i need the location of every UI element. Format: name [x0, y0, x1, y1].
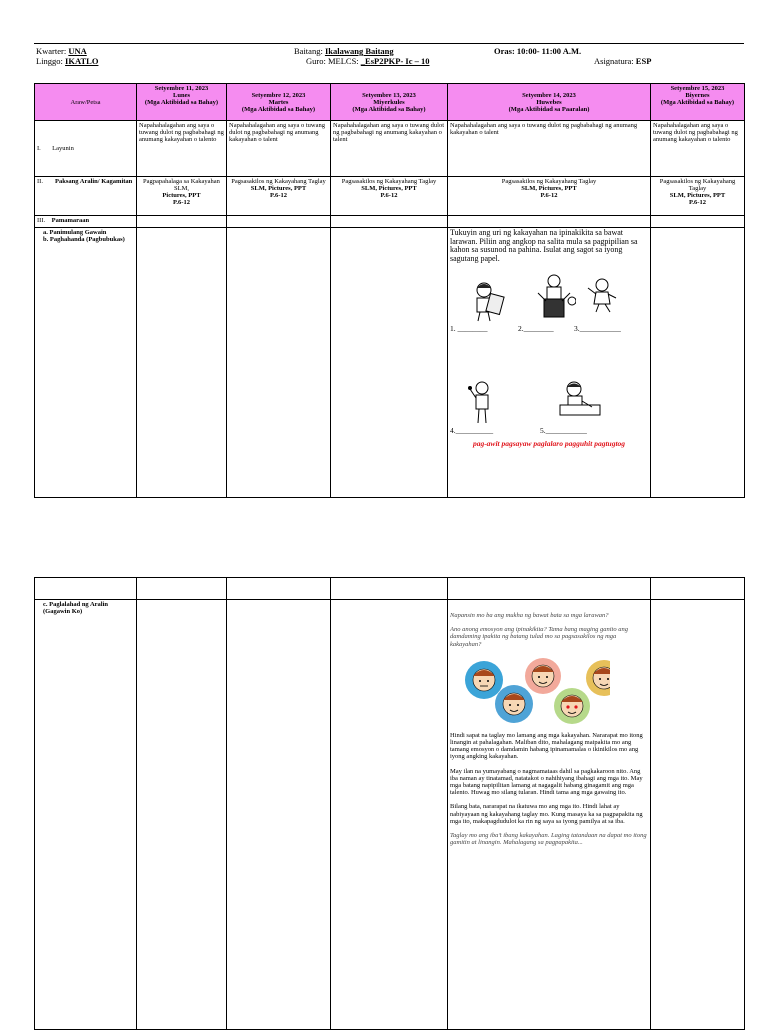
paragraph-4: Taglay mo ang iba’t ibang kakayahan. Laging tatandaan na dapat mo itong gamitin at linangin. Mahalagang sa pagpapakita...: [450, 832, 647, 847]
panimula-row: [35, 228, 745, 498]
linggo-value: IKATLO: [65, 56, 99, 66]
blank-1: 1. ________: [450, 324, 488, 333]
layunin-friday: Napahahalagahan ang saya o tuwang dulot ng pagbabahagi ng anumang kakayahan o talento: [651, 121, 745, 177]
day-header-thursday: Setyembre 14, 2023 Huwebes (Mga Aktibidad sa Paaralan): [448, 84, 651, 121]
paksa-row: [35, 177, 745, 216]
baitang-line: Baitang: Ikalawang Baitang: [294, 46, 394, 56]
paksa-wednesday: Pagsasakilos ng Kakayahang Taglay SLM, Pictures, PPT P.6-12: [331, 177, 448, 216]
question-1: Napansin mo ba ang mukha ng bawat bata sa mga larawan?: [450, 612, 609, 619]
linggo-line: Linggo: IKATLO: [36, 56, 99, 66]
kwarter-value: UNA: [68, 46, 87, 56]
child-drawing-icon: [556, 381, 604, 421]
blank-2: 2.________: [518, 324, 554, 333]
panimula-label: a. Panimulang Gawain b. Paghahanda (Pagbubukas): [35, 228, 137, 498]
layunin-wednesday: Napahahalagahan ang saya o tuwang dulot ng pagbabahagi ng anumang kakayahan o talent: [331, 121, 448, 177]
top-rule: [34, 43, 744, 44]
baitang-value: Ikalawang Baitang: [324, 46, 394, 56]
paksa-monday: Pagpapahalaga sa Kakayahan SLM, Pictures, PPT P.6-12: [137, 177, 227, 216]
layunin-monday: Napahahalagahan ang saya o tuwang dulot ng pagbabahagi ng anumang kakayahan o talento: [137, 121, 227, 177]
guro-melcs-line: Guro: MELCS: _EsP2PKP- Ic – 10: [306, 56, 430, 66]
lesson-plan-table-1: [34, 83, 745, 498]
answer-choices: pag-awit pagsayaw paglalaro pagguhit pagtugtog: [472, 439, 626, 448]
thursday-lesson: [448, 600, 651, 1030]
child-drumming-icon: [532, 273, 576, 323]
pamamaraan-label: III. Pamamaraan: [35, 216, 137, 228]
oras-line: Oras: 10:00- 11:00 A.M.: [494, 46, 582, 56]
layunin-label: I. Layunin: [35, 121, 137, 177]
question-2: Ano anong emosyon ang ipinakikita? Tama bang maging ganito ang damdaming ipakita ng batang tulad mo sa pagsasakilos ng mga kakayahan?: [450, 626, 628, 648]
layunin-thursday: Napahahalagahan ang saya o tuwang dulot ng pagbabahagi ng anumang kakayahan o talent: [448, 121, 651, 177]
paksa-tuesday: Pagsasakilos ng Kakayahang Taglay SLM, Pictures, PPT P.6-12: [227, 177, 331, 216]
asignatura-value: ESP: [635, 56, 652, 66]
paragraph-3: Bilang bata, nararapat na ikatuwa mo ang mga ito. Hindi lahat ay nabiyayaan ng kakayahang taglay mo. Kung masaya ka sa pagpapakita ng mga ito, makapagdudulot ka rin ng saya sa iyong pamilya at sa iba.: [450, 803, 643, 825]
paglalahad-label: c. Paglalahad ng Aralin (Gagawin Ko): [35, 600, 137, 1030]
asignatura-line: Asignatura: ESP: [594, 56, 652, 66]
day-header-row: [35, 84, 745, 121]
paksa-thursday: Pagsasakilos ng Kakayahang Taglay SLM, Pictures, PPT P.6-12: [448, 177, 651, 216]
child-dancing-icon: [586, 278, 618, 314]
paglalahad-row: [35, 600, 745, 1030]
blank-4: 4.__________: [450, 426, 494, 435]
pamamaraan-row: [35, 216, 745, 228]
day-header-wednesday: Setyembre 13, 2023 Miyerkules (Mga Aktibidad sa Bahay): [331, 84, 448, 121]
activity-instruction: Tukuyin ang uri ng kakayahan na ipinakikita sa bawat larawan. Piliin ang angkop na salita mula sa pagpipilian sa kahon sa susunod na pahina. Isulat ang sagot sa iyong sagutang papel.: [450, 228, 638, 263]
blank-3: 3.___________: [574, 324, 621, 333]
day-header-friday: Setyembre 15, 2023 Biyernes (Mga Aktibidad sa Bahay): [651, 84, 745, 121]
child-singing-icon: [468, 381, 496, 425]
day-header-tuesday: Setyembre 12, 2023 Martes (Mga Aktibidad sa Bahay): [227, 84, 331, 121]
paragraph-2: May ilan na yumayabang o nagmamataas dahil sa pagkakaroon nito. Ang iba naman ay tinatamad, natatakot o nahihiyang ibahagi ang mga ito. May mga batang napipilitan lamang at nagagalit habang ginagamit ang mga talento. Huwag mo silang tularan. Hindi tama ang mga gawaing ito.: [450, 767, 643, 797]
activity-figures: [450, 263, 648, 433]
kwarter-line: Kwarter: UNA: [36, 46, 87, 56]
thursday-activity: [448, 228, 651, 498]
layunin-tuesday: Napahahalagahan ang saya o tuwang dulot ng pagbabahagi ng anumang kakayahan o talent: [227, 121, 331, 177]
araw-petsa-label: Araw/Petsa: [35, 84, 137, 121]
day-header-monday: Setyembre 11, 2023 Lunes (Mga Aktibidad sa Bahay): [137, 84, 227, 121]
melcs-value: _EsP2PKP- Ic – 10: [360, 56, 430, 66]
table2-blank-header-row: [35, 578, 745, 600]
child-reading-icon: [468, 281, 508, 323]
layunin-row: [35, 121, 745, 177]
lesson-plan-table-2: [34, 577, 745, 1030]
blank-5: 5.___________: [540, 426, 587, 435]
emotion-faces-icon: [460, 656, 610, 728]
paksa-label: II. Paksang Aralin/ Kagamitan: [35, 177, 137, 216]
paragraph-1: Hindi sapat na taglay mo lamang ang mga kakayahan. Nararapat mo itong linangin at pahalagahan. Maliban dito, mahalagang maipakita mo ang tamang emosyon o damdamin habang ipinamamalas o ikinikilos mo ang iyong angking kakayahan.: [450, 731, 643, 761]
paksa-friday: Pagsasakilos ng Kakayahang Taglay SLM, Pictures, PPT P.6-12: [651, 177, 745, 216]
